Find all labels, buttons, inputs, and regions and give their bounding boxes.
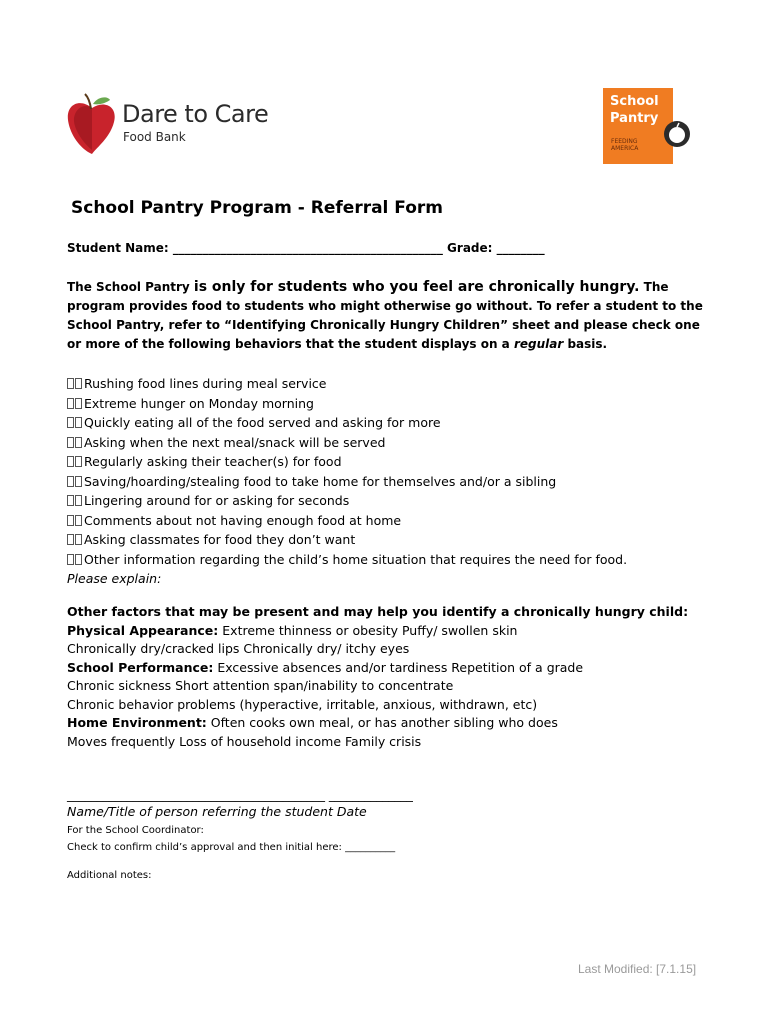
other-factors xyxy=(67,603,707,751)
intro-emphasis: is only for students who you feel are chronically hungry. xyxy=(193,279,640,295)
behavior-item[interactable] xyxy=(67,491,707,511)
dare-to-care-name: Dare to Care xyxy=(122,100,269,128)
checkbox-icon[interactable] xyxy=(67,495,74,506)
behavior-label: Regularly asking their teacher(s) for food xyxy=(84,454,342,469)
checkbox-icon[interactable] xyxy=(67,398,74,409)
behavior-label: Asking when the next meal/snack will be served xyxy=(84,434,386,450)
checkbox-icon xyxy=(75,554,82,565)
physical-label: Physical Appearance: xyxy=(67,622,219,638)
checkbox-icon xyxy=(75,417,82,428)
checkbox-icon xyxy=(75,495,82,506)
checkbox-icon[interactable] xyxy=(67,437,74,448)
checkbox-icon xyxy=(75,476,82,487)
behavior-label: Comments about not having enough food at home xyxy=(84,512,402,528)
checkbox-icon[interactable] xyxy=(67,456,74,467)
school-pantry-line1: School xyxy=(610,94,659,109)
checkbox-icon[interactable] xyxy=(67,534,74,545)
checkbox-icon xyxy=(75,534,82,545)
school-text-3: Chronic behavior problems (hyperactive, irritable, anxious, withdrawn, etc) xyxy=(67,696,538,712)
please-explain: Please explain: xyxy=(67,571,162,586)
behavior-item[interactable] xyxy=(67,511,707,531)
behavior-item[interactable] xyxy=(67,413,707,433)
coordinator-section xyxy=(67,822,395,856)
behavior-label: Saving/hoarding/stealing food to take home for themselves and/or a sibling xyxy=(84,473,557,489)
confirm-initial-line[interactable]: Check to confirm child’s approval and then initial here: __________ xyxy=(67,842,396,853)
checkbox-icon xyxy=(75,456,82,467)
signature-label: Name/Title of person referring the student Date xyxy=(67,804,367,819)
intro-part1: The School Pantry xyxy=(67,280,194,294)
coordinator-heading: For the School Coordinator: xyxy=(67,825,204,836)
behavior-label: Asking classmates for food they don’t want xyxy=(84,532,356,547)
school-pantry-line2: Pantry xyxy=(610,111,659,126)
dare-to-care-logo xyxy=(66,92,269,156)
behavior-checklist xyxy=(67,374,707,589)
intro-regular: regular xyxy=(513,337,564,351)
checkbox-icon[interactable] xyxy=(67,417,74,428)
behavior-item[interactable] xyxy=(67,530,707,550)
intro-part3: The program provides food to students who might otherwise go without. To refer a student to the School Pantry, refer to “Identifying Chronically Hungry Children” sheet and please check one or more of the following behaviors that the student displays on a xyxy=(67,280,703,351)
behavior-label: Lingering around for or asking for seconds xyxy=(84,493,350,508)
behavior-label: Quickly eating all of the food served and asking for more xyxy=(84,415,441,430)
intro-paragraph xyxy=(67,278,703,354)
home-text-2: Moves frequently Loss of household income Family crisis xyxy=(67,733,422,749)
behavior-item[interactable] xyxy=(67,550,707,570)
checkbox-icon xyxy=(75,398,82,409)
behavior-item[interactable] xyxy=(67,374,707,394)
student-name-grade-line: Student Name: _____________________________________________ Grade: ________ xyxy=(67,241,545,255)
checkbox-icon xyxy=(75,437,82,448)
checkbox-icon[interactable] xyxy=(67,476,74,487)
school-text: Excessive absences and/or tardiness Repetition of a grade xyxy=(213,659,584,675)
page-title: School Pantry Program - Referral Form xyxy=(71,198,443,218)
home-text: Often cooks own meal, or has another sibling who does xyxy=(206,715,558,730)
last-modified: Last Modified: [7.1.15] xyxy=(578,962,697,976)
physical-text-2: Chronically dry/cracked lips Chronically dry/ itchy eyes xyxy=(67,641,410,656)
behavior-item[interactable] xyxy=(67,394,707,414)
school-pantry-logo xyxy=(603,88,695,166)
apple-emblem-icon xyxy=(663,120,691,148)
checkbox-icon[interactable] xyxy=(67,378,74,389)
dare-to-care-sub: Food Bank xyxy=(123,130,186,144)
checkbox-icon xyxy=(75,378,82,389)
signature-line[interactable]: ___________________________________________ ______________ xyxy=(67,788,413,802)
school-text-2: Chronic sickness Short attention span/inability to concentrate xyxy=(67,678,454,693)
checkbox-icon xyxy=(75,515,82,526)
factors-heading: Other factors that may be present and may help you identify a chronically hungry child: xyxy=(67,604,689,619)
apple-icon xyxy=(66,92,118,156)
home-label: Home Environment: xyxy=(67,715,207,730)
physical-text: Extreme thinness or obesity Puffy/ swollen skin xyxy=(218,622,518,638)
intro-part4: basis. xyxy=(563,337,608,351)
checkbox-icon[interactable] xyxy=(67,515,74,526)
behavior-item[interactable] xyxy=(67,433,707,453)
behavior-label: Other information regarding the child’s home situation that requires the need for food. xyxy=(84,551,628,567)
additional-notes-label: Additional notes: xyxy=(67,870,152,881)
school-label: School Performance: xyxy=(67,659,214,675)
behavior-label: Extreme hunger on Monday morning xyxy=(84,395,314,411)
checkbox-icon[interactable] xyxy=(67,554,74,565)
behavior-label: Rushing food lines during meal service xyxy=(84,376,327,391)
feeding-america-text: FEEDING AMERICA xyxy=(611,138,639,152)
behavior-item[interactable] xyxy=(67,472,707,492)
behavior-item[interactable] xyxy=(67,452,707,472)
